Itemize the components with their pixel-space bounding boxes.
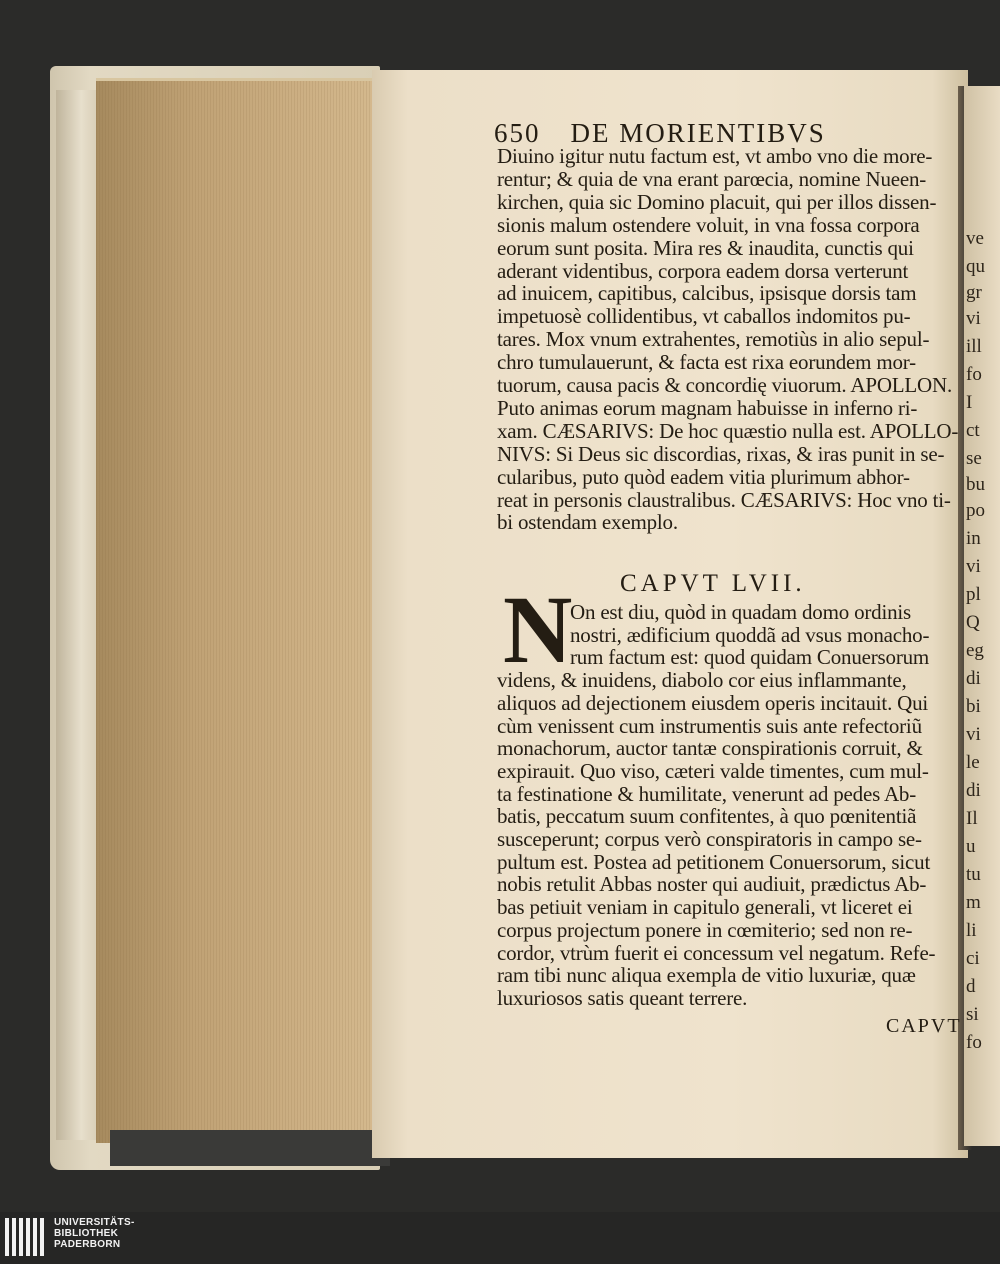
- text-line: On est diu, quòd in quadam domo ordinis: [570, 600, 912, 624]
- text-line: aderant videntibus, corpora eadem dorsa verterunt: [497, 258, 909, 283]
- text-line: cùm venissent cum instrumentis suis ante refectoriũ: [497, 713, 922, 738]
- next-page-text-fragment: ci: [966, 948, 980, 969]
- library-logo-icon: [3, 1216, 49, 1258]
- next-page-text-fragment: d: [966, 976, 976, 997]
- text-line: ram tibi nunc aliqua exempla de vitio luxuriæ, quæ: [497, 963, 916, 988]
- text-line: eorum sunt posita. Mira res & inaudita, cunctis qui: [497, 235, 914, 260]
- drop-cap: N: [503, 576, 573, 683]
- next-page-edge: [964, 86, 1000, 1146]
- book-spine-edge: [56, 90, 98, 1140]
- next-page-text-fragment: bi: [966, 696, 981, 717]
- text-line: pultum est. Postea ad petitionem Conuersorum, sicut: [497, 849, 931, 874]
- next-page-text-fragment: si: [966, 1004, 979, 1025]
- text-line: kirchen, quia sic Domino placuit, qui per illos dissen-: [497, 189, 937, 214]
- text-line: tuorum, causa pacis & concordię viuorum. APOLLON.: [497, 373, 953, 397]
- text-line: bi ostendam exemplo.: [497, 510, 678, 535]
- next-page-text-fragment: po: [966, 500, 985, 521]
- next-page-text-fragment: in: [966, 528, 981, 549]
- next-page-text-fragment: vi: [966, 556, 981, 577]
- text-line: luxuriosos satis queant terrere.: [497, 985, 748, 1010]
- text-line: nostri, ædificium quoddã ad vsus monacho-: [570, 622, 930, 647]
- text-line: expirauit. Quo viso, cæteri valde timentes, cum mul-: [497, 758, 929, 783]
- page-block-edge: [96, 78, 376, 1143]
- text-line: rum factum est: quod quidam Conuersorum: [570, 645, 930, 670]
- running-head-title: DE MORIENTIBVS: [570, 118, 826, 148]
- next-page-text-fragment: di: [966, 668, 981, 689]
- text-line: cularibus, puto quòd eadem vitia plurimum abhor-: [497, 464, 910, 489]
- next-page-text-fragment: u: [966, 836, 976, 857]
- next-page-text-fragment: li: [966, 920, 977, 941]
- text-line: ta festinatione & humilitate, venerunt ad pedes Ab-: [497, 781, 917, 806]
- text-line: rentur; & quia de vna erant parœcia, nomine Nueen-: [497, 166, 927, 191]
- next-page-text-fragment: Il: [966, 808, 978, 829]
- next-page-text-fragment: tu: [966, 864, 981, 885]
- text-line: susceperunt; corpus verò conspiratoris in campo se-: [497, 827, 922, 851]
- library-name-line1: UNIVERSITÄTS-: [54, 1217, 135, 1228]
- text-line: corpus projectum ponere in cœmiterio; sed non re-: [497, 917, 913, 942]
- text-line: chro tumulauerunt, & facta est rixa eorundem mor-: [497, 350, 916, 375]
- next-page-text-fragment: eg: [966, 640, 984, 661]
- text-line: reat in personis claustralibus. CÆSARIVS: Hoc vno ti-: [497, 487, 951, 512]
- library-name-line2: BIBLIOTHEK: [54, 1228, 119, 1239]
- text-line: Puto animas eorum magnam habuisse in inferno ri-: [497, 395, 918, 420]
- text-line: sionis malum ostendere voluit, in vna fossa corpora: [497, 212, 920, 237]
- book-bottom-board: [110, 1130, 390, 1166]
- next-page-text-fragment: ill: [966, 336, 982, 357]
- next-page-text-fragment: qu: [966, 256, 985, 277]
- text-line: impetuosè collidentibus, vt caballos indomitos pu-: [497, 304, 911, 329]
- text-line: batis, peccatum suum confitentes, à quo pœnitentiã: [497, 804, 917, 829]
- text-line: Diuino igitur nutu factum est, vt ambo vno die more-: [497, 144, 933, 168]
- text-line: monachorum, auctor tantæ conspirationis corruit, &: [497, 736, 923, 761]
- next-page-text-fragment: gr: [966, 282, 982, 303]
- library-name-line3: PADERBORN: [54, 1239, 121, 1250]
- catchword: CAPVT: [886, 1015, 962, 1037]
- page-number: 650: [494, 118, 541, 148]
- next-page-text-fragment: ve: [966, 228, 984, 249]
- next-page-text-fragment: bu: [966, 474, 985, 495]
- text-line: tares. Mox vnum extrahentes, remotiùs in alio sepul-: [497, 327, 930, 352]
- chapter-heading: CAPVT LVII.: [620, 570, 806, 597]
- next-page-text-fragment: I: [966, 392, 973, 413]
- next-page-text-fragment: ct: [966, 420, 980, 441]
- next-page-text-fragment: le: [966, 752, 980, 773]
- next-page-text-fragment: pl: [966, 584, 981, 605]
- text-line: aliquos ad dejectionem eiusdem operis incitauit. Qui: [497, 690, 929, 715]
- text-line: videns, & inuidens, diabolo cor eius inflammante,: [497, 668, 907, 693]
- next-page-text-fragment: se: [966, 448, 982, 469]
- library-name: [54, 1217, 135, 1250]
- next-page-text-fragment: fo: [966, 364, 982, 385]
- text-line: bas petiuit veniam in capitulo generali, vt liceret ei: [497, 895, 913, 920]
- next-page-text-fragment: Q: [966, 612, 980, 633]
- text-line: xam. CÆSARIVS: De hoc quæstio nulla est. APOLLO-: [497, 418, 959, 443]
- next-page-text-fragment: vi: [966, 308, 981, 329]
- next-page-text-fragment: vi: [966, 724, 981, 745]
- text-line: ad inuicem, capitibus, calcibus, ipsisque dorsis tam: [497, 281, 917, 306]
- next-page-text-fragment: di: [966, 780, 981, 801]
- text-line: NIVS: Si Deus sic discordias, rixas, & iras punit in se-: [497, 441, 945, 466]
- library-footer: [0, 1212, 1000, 1264]
- next-page-text-fragment: m: [966, 892, 981, 913]
- next-page-text-fragment: fo: [966, 1032, 982, 1053]
- text-line: cordor, vtrùm fuerit ei concessum vel negatum. Refe-: [497, 940, 936, 965]
- text-line: nobis retulit Abbas noster qui audiuit, prædictus Ab-: [497, 872, 927, 897]
